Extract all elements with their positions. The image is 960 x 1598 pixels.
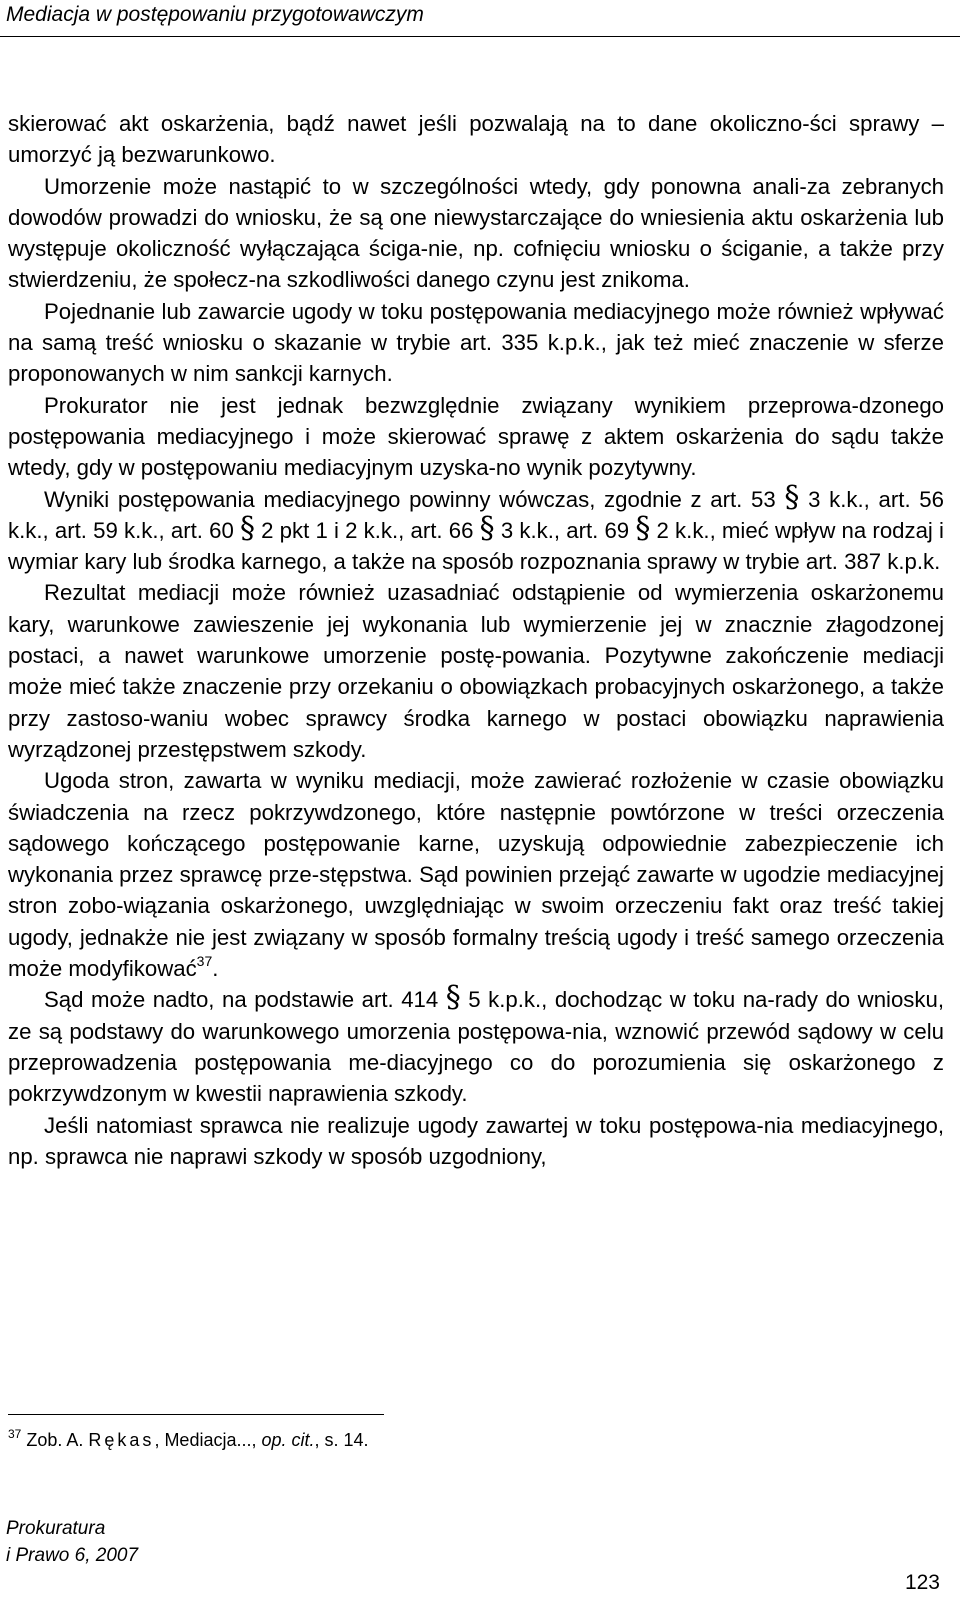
p8-text-a: Sąd może nadto, na podstawie art. 414 [44, 987, 446, 1013]
footnote-37 [8, 1428, 369, 1452]
footnote-author: Rękas [88, 1430, 155, 1450]
paragraph-4: Prokurator nie jest jednak bezwzględnie związany wynikiem przeprowa-dzonego postępowania mediacyjnego i może skierować sprawę z aktem oskarżenia do sądu także wtedy, gdy w postępowaniu mediacyjnym uzyska-no wynik pozytywny. [8, 392, 944, 481]
main-text [8, 108, 944, 1172]
p5-text-d: 3 k.k., art. 69 [494, 517, 636, 543]
footnote-text-before: Zob. A. [21, 1430, 89, 1450]
header-title: Mediacja w postępowaniu przygotowawczym [6, 3, 424, 26]
section-sign: § [784, 479, 800, 515]
p5-text-a: Wyniki postępowania mediacyjnego powinny wówczas, zgodnie z art. 53 [44, 486, 785, 512]
publication-name: Prokuratura [6, 1518, 106, 1539]
paragraph-1: skierować akt oskarżenia, bądź nawet jeśli pozwalają na to dane okoliczno-ści sprawy – umorzyć ją bezwarunkowo. [8, 111, 944, 168]
paragraph-2: Umorzenie może nastąpić to w szczególności wtedy, gdy ponowna anali-za zebranych dowodów prowadzi do wniosku, że są one niewystarczające do wniesienia aktu oskarżenia lub występuje okoliczność wyłączająca ściga-nie, np. cofnięciu wniosku o ściganie, a także przy stwierdzeniu, że społecz-na szkodliwości danego czynu jest znikoma. [8, 173, 944, 293]
publication-issue: i Prawo 6, 2007 [6, 1545, 139, 1566]
footnote-text-middle: , Mediacja..., [154, 1430, 262, 1450]
footnote-separator [8, 1414, 384, 1415]
paragraph-6: Rezultat mediacji może również uzasadniać odstąpienie od wymierzenia oskarżonemu kary, warunkowe zawieszenie jej wykonania lub wymierzenie jej w znacznie złagodzonej postaci, a nawet warunkowe umorzenie postę-powania. Pozytywne zakończenie mediacji może mieć także znaczenie przy orzekaniu o obowiązkach probacyjnych oskarżonego, a także przy zastoso-waniu wobec sprawcy środka karnego w postaci obowiązku naprawienia wyrządzonej przestępstwem szkody. [8, 580, 944, 762]
paragraph-5 [8, 479, 944, 578]
p5-text-e: 2 k.k., mieć wpływ na rodzaj i wymiar kary lub środka karnego, a także na sposób rozpoznania sprawy w trybie art. 387 k.p.k. [8, 517, 944, 575]
page-number: 123 [904, 1571, 940, 1594]
section-sign: § [635, 510, 651, 546]
publication-info [6, 1515, 138, 1569]
footnote-number: 37 [8, 1427, 22, 1441]
paragraph-9: Jeśli natomiast sprawca nie realizuje ugody zawartej w toku postępowa-nia mediacyjnego, np. sprawca nie naprawi szkody w sposób uzgodniony, [8, 1112, 944, 1169]
section-sign: § [239, 510, 255, 546]
paragraph-3: Pojednanie lub zawarcie ugody w toku postępowania mediacyjnego może również wpływać na samą treść wniosku o skazanie w trybie art. 335 k.p.k., jak też mieć znaczenie w sferze proponowanych w nim sankcji karnych. [8, 298, 944, 387]
paragraph-8 [8, 980, 944, 1109]
p8-text-b: 5 k.p.k., dochodząc w toku na-rady do wniosku, ze są podstawy do warunkowego umorzenia postępowa-nia, wznowić przewód sądowy w celu przeprowadzenia postępowania me-diacyjnego co do porozumienia się oskarżonego z pokrzywdzonym w kwestii naprawienia szkody. [8, 987, 944, 1107]
p5-text-b: 3 k.k., art. 56 k.k., art. 59 k.k., art. 60 [8, 486, 944, 543]
p5-text-c: 2 pkt 1 i 2 k.k., art. 66 [254, 517, 480, 543]
running-header [0, 0, 960, 37]
footnote-op-cit: op. cit. [261, 1430, 315, 1450]
p7-text: Ugoda stron, zawarta w wyniku mediacji, może zawierać rozłożenie w czasie obowiązku świadczenia na rzecz pokrzywdzonego, które następnie powtórzone w treści orzeczenia sądowego kończącego postępowanie karne, uzyskują odpowiednie zabezpieczenie ich wykonania przez sprawcę prze-stępstwa. Sąd powinien przejąć zawarte w ugodzie mediacyjnej stron zobo-wiązania oskarżonego, uwzględniając w swoim orzeczeniu fakt oraz treść takiej ugody, jednakże nie jest związany w sposób formalny treścią ugody i treść samego orzeczenia może modyfikować [8, 768, 944, 982]
p7-end: . [212, 956, 219, 982]
footnote-text-after: , s. 14. [314, 1430, 369, 1450]
paragraph-7 [8, 765, 944, 984]
section-sign: § [445, 980, 461, 1016]
footnote-reference[interactable]: 37 [196, 953, 213, 970]
section-sign: § [479, 510, 495, 546]
